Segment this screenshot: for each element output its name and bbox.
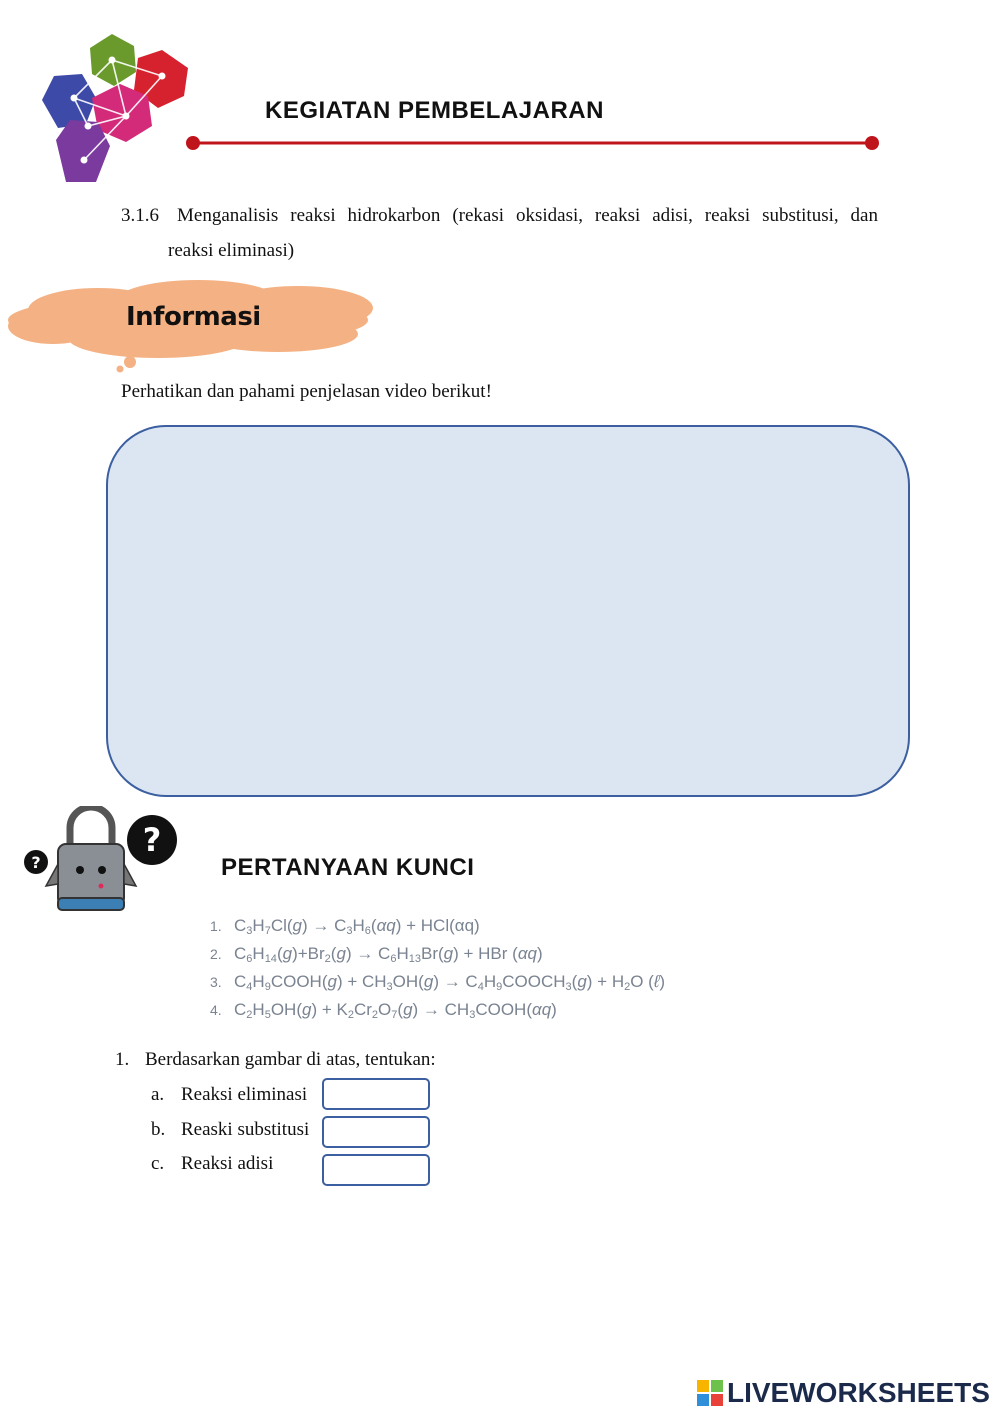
logo-hex-blue <box>42 74 96 128</box>
item-letter: c. <box>151 1153 165 1174</box>
item-label: Reaksi eliminasi <box>181 1084 308 1105</box>
answer-input-eliminasi[interactable] <box>322 1078 430 1110</box>
title-underline <box>185 134 880 152</box>
hexagon-logo <box>30 30 200 195</box>
item-letter: a. <box>151 1084 165 1105</box>
equation-4: 4. $C_2H_5OH(g) + K_2Cr_2O_7(g)$ → $CH_3COOH(\alpha q)$ <box>210 996 665 1024</box>
learning-objective <box>121 198 878 268</box>
question-text: Berdasarkan gambar di atas, tentukan: <box>145 1049 436 1070</box>
equation-number: 1. <box>210 918 222 934</box>
info-label: Informasi <box>126 302 261 332</box>
equation-1: 1. $C_3H_7Cl(g) \to C_3H_6(\alpha q) + HCl(\alpha q)$ <box>210 912 665 940</box>
lock-question-icon <box>22 806 182 924</box>
equation-3: 3. $C_4H_9COOH(g) + CH_3OH(g)$ → $C_4H_9COOCH_3(g) + H_2O$ (ℓ) <box>210 968 665 996</box>
equation-2: 2. $C_6H_{14}(g)+Br_2(g) \to C_6H_{13}Br(g)$ + HBr (αq) <box>210 940 665 968</box>
answer-input-adisi[interactable] <box>322 1154 430 1186</box>
question-1 <box>115 1049 436 1071</box>
item-label: Reaksi adisi <box>181 1153 274 1174</box>
answer-row-c <box>151 1153 273 1175</box>
svg-text:?: ? <box>142 821 162 859</box>
item-letter: b. <box>151 1119 166 1140</box>
answer-input-substitusi[interactable] <box>322 1116 430 1148</box>
objective-text-line2: reaksi eliminasi) <box>168 240 295 261</box>
answer-row-b <box>151 1119 309 1141</box>
reaction-equations <box>210 912 665 1024</box>
equation-number: 3. <box>210 974 222 990</box>
liveworksheets-icon <box>697 1380 723 1406</box>
objective-text-line1: Menganalisis reaksi hidrokarbon (rekasi oksidasi, reaksi adisi, reaksi substitusi, dan <box>177 205 878 226</box>
answer-row-a <box>151 1084 307 1106</box>
item-label: Reaski substitusi <box>181 1119 310 1140</box>
svg-text:?: ? <box>31 853 41 872</box>
video-instruction: Perhatikan dan pahami penjelasan video berikut! <box>121 381 492 402</box>
equation-number: 2. <box>210 946 222 962</box>
objective-number: 3.1.6 <box>121 205 159 226</box>
video-embed-area[interactable] <box>106 425 910 797</box>
question-number: 1. <box>115 1049 130 1070</box>
equation-number: 4. <box>210 1002 222 1018</box>
page-title: KEGIATAN PEMBELAJARAN <box>265 97 604 124</box>
section-title: PERTANYAAN KUNCI <box>221 854 475 881</box>
liveworksheets-logo <box>697 1376 990 1410</box>
liveworksheets-brand: LIVEWORKSHEETS <box>727 1377 990 1408</box>
